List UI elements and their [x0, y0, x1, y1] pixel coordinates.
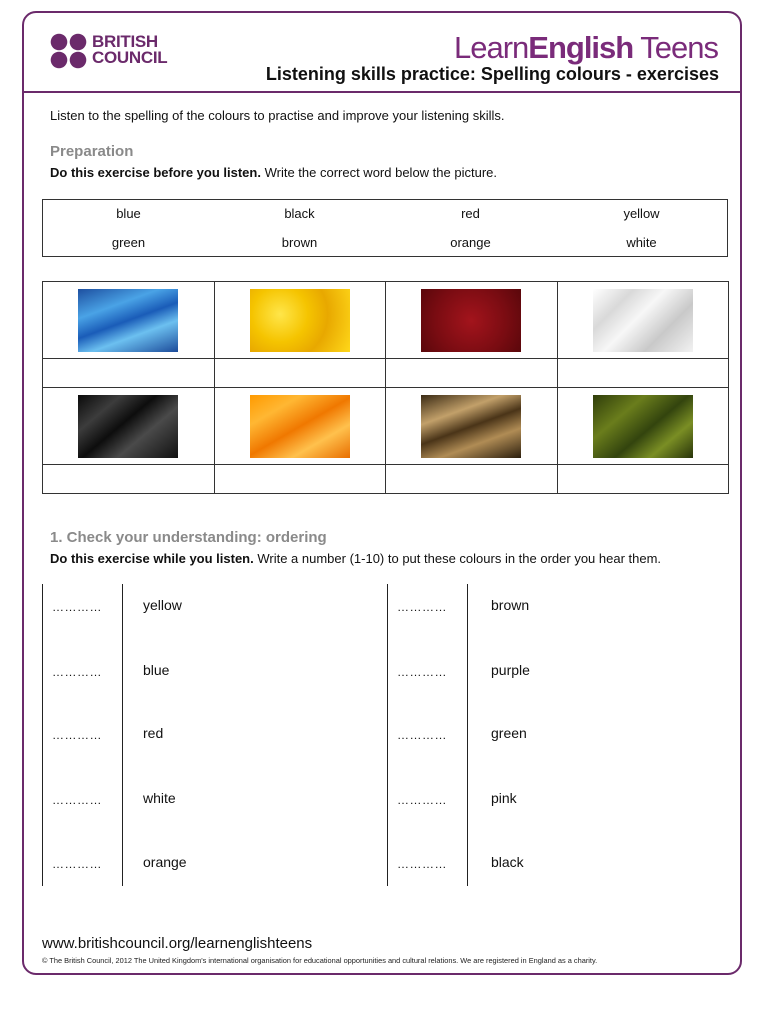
order-item-left: red — [143, 725, 164, 741]
picture-table — [42, 281, 729, 494]
answer-cell[interactable] — [386, 359, 558, 388]
british-council-wordmark — [92, 34, 167, 66]
order-blank[interactable]: ………… — [397, 728, 447, 742]
answer-cell[interactable] — [386, 465, 558, 494]
picture-cell — [43, 388, 215, 465]
header-divider — [24, 91, 742, 93]
word-item: brown — [281, 235, 318, 250]
order-item-right: brown — [491, 597, 530, 613]
column-divider — [42, 584, 43, 886]
answer-cell[interactable] — [214, 359, 386, 388]
preparation-heading: Preparation — [50, 143, 134, 160]
order-item-left: blue — [143, 662, 170, 678]
column-divider — [467, 584, 468, 886]
picture-row — [43, 282, 729, 359]
learnenglish-teens-logo — [454, 30, 718, 66]
word-item: white — [626, 235, 657, 250]
picture-cell — [386, 388, 558, 465]
picture-row — [43, 388, 729, 465]
preparation-instruction-rest: Write the correct word below the picture. — [260, 165, 497, 180]
order-blank[interactable]: ………… — [397, 600, 447, 614]
order-item-right: pink — [491, 790, 517, 806]
picture-cell — [557, 388, 729, 465]
preparation-instruction — [50, 165, 497, 180]
green-fabric-image — [593, 395, 693, 458]
yellow-fabric-image — [250, 289, 350, 352]
brand-line-2: COUNCIL — [92, 48, 168, 67]
order-item-right: green — [491, 725, 527, 741]
order-blank[interactable]: ………… — [52, 600, 102, 614]
answer-row — [43, 359, 729, 388]
exercise1-instruction-bold: Do this exercise while you listen. — [50, 551, 254, 566]
word-item: green — [111, 235, 146, 250]
word-item: yellow — [623, 206, 660, 221]
word-item: blue — [116, 206, 141, 221]
red-fabric-image — [421, 289, 521, 352]
word-item: black — [284, 206, 315, 221]
preparation-instruction-bold: Do this exercise before you listen. — [50, 165, 261, 180]
british-council-logo — [50, 33, 180, 69]
answer-cell[interactable] — [557, 359, 729, 388]
order-blank[interactable]: ………… — [397, 793, 447, 807]
order-item-left: orange — [143, 854, 187, 870]
white-fabric-image — [593, 289, 693, 352]
answer-cell[interactable] — [214, 465, 386, 494]
picture-cell — [43, 282, 215, 359]
word-box — [42, 199, 728, 257]
order-item-right: purple — [491, 662, 530, 678]
order-blank[interactable]: ………… — [397, 665, 447, 679]
orange-fabric-image — [250, 395, 350, 458]
answer-row — [43, 465, 729, 494]
word-item: red — [461, 206, 480, 221]
page-title: Listening skills practice: Spelling colours - exercises — [265, 64, 719, 84]
order-item-left: yellow — [143, 597, 182, 613]
logo-teens: Teens — [633, 30, 718, 65]
exercise1-heading: 1. Check your understanding: ordering — [50, 529, 327, 546]
word-item: orange — [450, 235, 491, 250]
answer-cell[interactable] — [43, 465, 215, 494]
footer-copyright: © The British Council, 2012 The United Kingdom's international organisation for educational opportunities and cultural relations. We are registered in England as a charity. — [42, 956, 598, 965]
blue-fabric-image — [78, 289, 178, 352]
exercise1-instruction-rest: Write a number (1-10) to put these colours in the order you hear them. — [253, 551, 662, 566]
order-blank[interactable]: ………… — [52, 728, 102, 742]
answer-cell[interactable] — [557, 465, 729, 494]
black-fabric-image — [78, 395, 178, 458]
answer-cell[interactable] — [43, 359, 215, 388]
picture-cell — [214, 388, 386, 465]
order-item-right: black — [491, 854, 524, 870]
column-divider — [122, 584, 123, 886]
picture-cell — [386, 282, 558, 359]
picture-cell — [557, 282, 729, 359]
order-blank[interactable]: ………… — [397, 857, 447, 871]
column-divider — [387, 584, 388, 886]
order-item-left: white — [143, 790, 176, 806]
logo-english: English — [528, 30, 634, 65]
picture-cell — [214, 282, 386, 359]
intro-text: Listen to the spelling of the colours to practise and improve your listening skills. — [50, 108, 505, 123]
brown-fabric-image — [421, 395, 521, 458]
british-council-dots-icon — [50, 33, 88, 69]
order-blank[interactable]: ………… — [52, 857, 102, 871]
exercise1-instruction — [50, 551, 661, 566]
order-blank[interactable]: ………… — [52, 665, 102, 679]
brand-line-1: BRITISH — [92, 32, 158, 51]
logo-learn: Learn — [453, 30, 529, 65]
footer-url[interactable]: www.britishcouncil.org/learnenglishteens — [42, 935, 313, 952]
order-blank[interactable]: ………… — [52, 793, 102, 807]
